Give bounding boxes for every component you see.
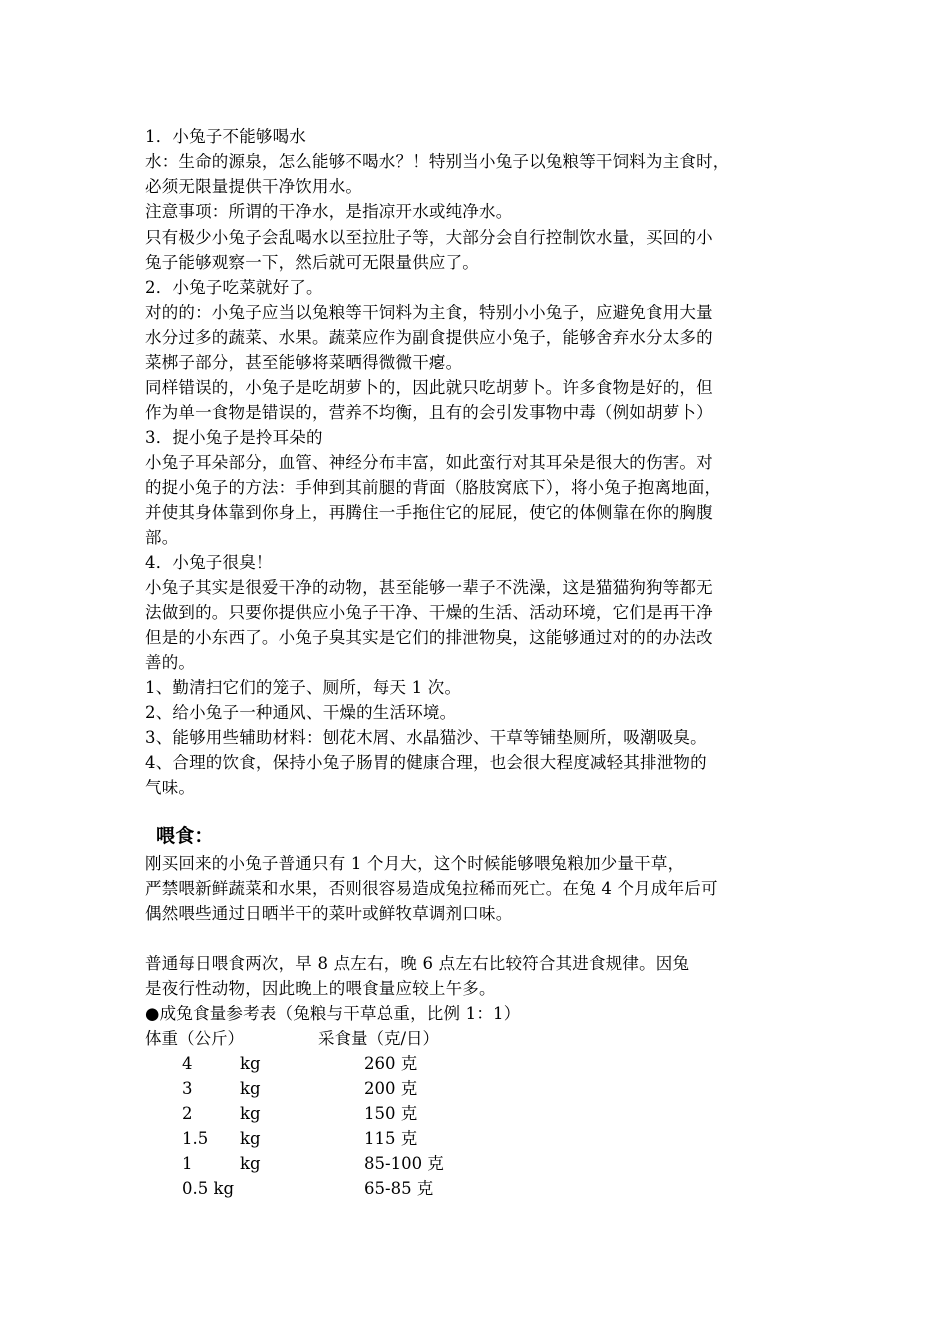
table-cell-weight: 0.5 kg xyxy=(182,1179,235,1198)
table-cell-intake: 85-100 克 xyxy=(364,1154,444,1173)
table-cell-intake: 200 克 xyxy=(364,1079,418,1098)
schedule-paragraph-line: 是夜行性动物，因此晚上的喂食量应较上午多。 xyxy=(145,979,496,998)
feeding-paragraph-line: 刚买回来的小兔子普通只有 1 个月大，这个时候能够喂兔粮加少量干草， xyxy=(145,854,685,873)
table-cell-intake: 65-85 克 xyxy=(364,1179,434,1198)
section-4-title: 4．小兔子很臭！ xyxy=(145,553,273,572)
paragraph-line: 部。 xyxy=(145,528,179,547)
paragraph-line: 并使其身体靠到你身上，再腾住一手拖住它的屁屁，使它的体侧靠在你的胸腹 xyxy=(145,503,713,522)
feeding-paragraph-line: 严禁喂新鲜蔬菜和水果，否则很容易造成兔拉稀而死亡。在兔 4 个月成年后可 xyxy=(145,879,718,898)
paragraph-line: 的捉小兔子的方法：手伸到其前腿的背面（胳肢窝底下），将小兔子抱离地面， xyxy=(145,478,722,497)
paragraph-line: 气味。 xyxy=(145,778,196,797)
table-cell-unit: kg xyxy=(240,1079,261,1098)
paragraph-line: 兔子能够观察一下，然后就可无限量供应了。 xyxy=(145,253,479,272)
feeding-heading: 喂食： xyxy=(156,825,214,847)
table-cell-intake: 260 克 xyxy=(364,1054,418,1073)
list-item: 2、给小兔子一种通风、干燥的生活环境。 xyxy=(145,703,457,722)
table-cell-intake: 150 克 xyxy=(364,1104,418,1123)
list-item: 3、能够用些辅助材料：刨花木屑、水晶猫沙、干草等铺垫厕所，吸潮吸臭。 xyxy=(145,728,707,747)
paragraph-line: 菜梆子部分，甚至能够将菜晒得微微干瘪。 xyxy=(145,353,463,372)
feeding-paragraph-line: 偶然喂些通过日晒半干的菜叶或鲜牧草调剂口味。 xyxy=(145,904,513,923)
list-item: 1、勤清扫它们的笼子、厕所，每天 1 次。 xyxy=(145,678,462,697)
paragraph-line: 作为单一食物是错误的，营养不均衡，且有的会引发事物中毒（例如胡萝卜） xyxy=(145,403,713,422)
table-cell-unit: kg xyxy=(240,1154,261,1173)
paragraph-line: 注意事项：所谓的干净水，是指凉开水或纯净水。 xyxy=(145,202,513,221)
paragraph-line: 对的的：小兔子应当以兔粮等干饲料为主食，特别小小兔子，应避免食用大量 xyxy=(145,303,713,322)
table-header-intake: 采食量（克/日） xyxy=(318,1029,440,1048)
table-cell-weight: 4 xyxy=(182,1054,193,1073)
paragraph-line: 但是的小东西了。小兔子臭其实是它们的排泄物臭，这能够通过对的的办法改 xyxy=(145,628,713,647)
paragraph-line: 必须无限量提供干净饮用水。 xyxy=(145,177,363,196)
section-1-title: 1．小兔子不能够喝水 xyxy=(145,127,306,146)
paragraph-line: 同样错误的，小兔子是吃胡萝卜的，因此就只吃胡萝卜。许多食物是好的，但 xyxy=(145,378,713,397)
table-title: ●成兔食量参考表（兔粮与干草总重，比例 1：1） xyxy=(145,1004,521,1023)
table-cell-weight: 2 xyxy=(182,1104,193,1123)
table-cell-weight: 3 xyxy=(182,1079,193,1098)
table-cell-unit: kg xyxy=(240,1054,261,1073)
table-cell-intake: 115 克 xyxy=(364,1129,418,1148)
paragraph-line: 水分过多的蔬菜、水果。蔬菜应作为副食提供应小兔子，能够舍弃水分太多的 xyxy=(145,328,713,347)
table-cell-unit: kg xyxy=(240,1129,261,1148)
paragraph-line: 善的。 xyxy=(145,653,196,672)
table-cell-weight: 1 xyxy=(182,1154,193,1173)
paragraph-line: 小兔子耳朵部分，血管、神经分布丰富，如此蛮行对其耳朵是很大的伤害。对 xyxy=(145,453,713,472)
schedule-paragraph-line: 普通每日喂食两次，早 8 点左右，晚 6 点左右比较符合其进食规律。因兔 xyxy=(145,954,690,973)
section-2-title: 2．小兔子吃菜就好了。 xyxy=(145,278,323,297)
table-header-weight: 体重（公斤） xyxy=(145,1029,244,1048)
paragraph-line: 法做到的。只要你提供应小兔子干净、干燥的生活、活动环境，它们是再干净 xyxy=(145,603,713,622)
paragraph-line: 小兔子其实是很爱干净的动物，甚至能够一辈子不洗澡，这是猫猫狗狗等都无 xyxy=(145,578,713,597)
paragraph-line: 水：生命的源泉，怎么能够不喝水？！特别当小兔子以兔粮等干饲料为主食时， xyxy=(145,152,730,171)
paragraph-line: 只有极少小兔子会乱喝水以至拉肚子等，大部分会自行控制饮水量，买回的小 xyxy=(145,228,713,247)
table-cell-unit: kg xyxy=(240,1104,261,1123)
section-3-title: 3．捉小兔子是拎耳朵的 xyxy=(145,428,323,447)
list-item: 4、合理的饮食，保持小兔子肠胃的健康合理，也会很大程度减轻其排泄物的 xyxy=(145,753,707,772)
table-cell-weight: 1.5 xyxy=(182,1129,209,1148)
